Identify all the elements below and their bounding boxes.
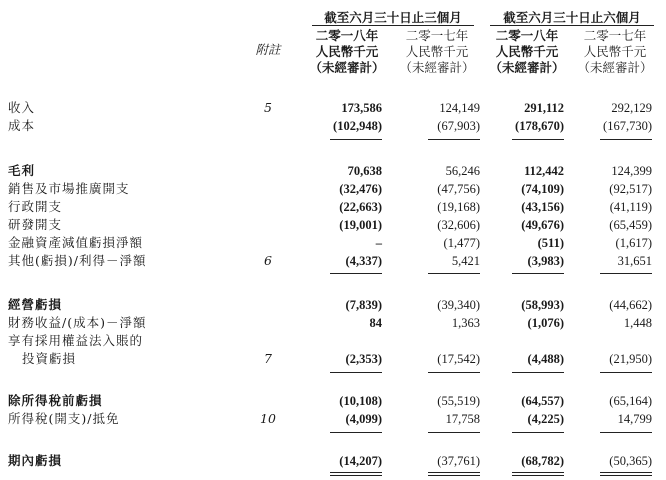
row-label: 銷售及市場推廣開支 <box>8 181 130 196</box>
table-row-investment-loss <box>0 350 666 368</box>
table-row-loss-for-period <box>0 452 666 470</box>
row-label: 研發開支 <box>8 217 63 232</box>
subtotal-line <box>600 432 652 433</box>
subtotal-line <box>428 273 480 274</box>
subtotal-line <box>428 372 480 373</box>
period-underline <box>312 25 474 26</box>
value-cell: (50,365) <box>609 454 652 468</box>
table-row-finance-income <box>0 314 666 332</box>
value-cell: 173,586 <box>341 101 382 115</box>
value-cell: (43,156) <box>521 200 564 214</box>
row-label: 成本 <box>8 118 36 133</box>
value-cell: (68,782) <box>521 454 564 468</box>
value-cell: (44,662) <box>609 298 652 312</box>
value-cell: 292,129 <box>611 101 652 115</box>
value-cell: (102,948) <box>333 119 382 133</box>
subtotal-line <box>512 273 564 274</box>
value-cell: 5,421 <box>451 254 480 268</box>
value-cell: (4,488) <box>527 352 564 366</box>
value-cell: (22,663) <box>339 200 382 214</box>
row-label: 財務收益/(成本)－淨額 <box>8 315 147 330</box>
table-row-operating-loss <box>0 296 666 314</box>
value-cell: (14,207) <box>339 454 382 468</box>
row-note: 10 <box>260 411 276 426</box>
column-header: 二零一七年 人民幣千元 （未經審計） <box>399 28 475 75</box>
row-note: 6 <box>264 253 272 268</box>
value-cell: (55,519) <box>437 394 480 408</box>
value-cell: 1,448 <box>623 316 652 330</box>
note-column-header: 附註 <box>255 42 281 57</box>
table-row-rd-expenses <box>0 216 666 234</box>
value-cell: (7,839) <box>345 298 382 312</box>
value-cell: (19,001) <box>339 218 382 232</box>
subtotal-line <box>330 273 382 274</box>
value-cell: (21,950) <box>609 352 652 366</box>
value-cell: (178,670) <box>515 119 564 133</box>
subtotal-line <box>330 139 382 140</box>
value-cell: 124,399 <box>611 164 652 178</box>
value-cell: (17,542) <box>437 352 480 366</box>
subtotal-line <box>330 372 382 373</box>
row-note: 5 <box>264 100 272 115</box>
value-cell: (49,676) <box>521 218 564 232</box>
value-cell: (3,983) <box>527 254 564 268</box>
row-label: 除所得稅前虧損 <box>8 393 103 408</box>
value-cell: (2,353) <box>345 352 382 366</box>
value-cell: (1,076) <box>527 316 564 330</box>
value-cell: 1,363 <box>451 316 480 330</box>
subtotal-line <box>512 372 564 373</box>
row-label: 收入 <box>8 100 36 115</box>
value-cell: (58,993) <box>521 298 564 312</box>
value-cell: (67,903) <box>437 119 480 133</box>
subtotal-line <box>428 432 480 433</box>
subtotal-line <box>600 139 652 140</box>
row-label: 毛利 <box>8 163 36 178</box>
table-row-impairment <box>0 234 666 252</box>
value-cell: 291,112 <box>524 101 564 115</box>
period-header-six-months: 截至六月三十日止六個月 <box>503 10 641 25</box>
value-cell: 14,799 <box>617 412 652 426</box>
value-cell: (64,557) <box>521 394 564 408</box>
column-header: 二零一七年 人民幣千元 （未經審計） <box>577 28 653 75</box>
total-double-line <box>330 472 382 476</box>
row-label: 期內虧損 <box>8 453 63 468</box>
value-cell: (511) <box>537 236 564 250</box>
table-row-gross-profit <box>0 162 666 180</box>
value-cell: (4,337) <box>345 254 382 268</box>
table-row-loss-before-tax <box>0 392 666 410</box>
value-cell: 84 <box>369 316 382 330</box>
row-note: 7 <box>264 351 272 366</box>
value-cell: 17,758 <box>445 412 480 426</box>
table-row-selling-expenses <box>0 180 666 198</box>
value-cell: (19,168) <box>437 200 480 214</box>
value-cell: (39,340) <box>437 298 480 312</box>
subtotal-line <box>512 139 564 140</box>
value-cell: (37,761) <box>437 454 480 468</box>
period-header-three-months: 截至六月三十日止三個月 <box>324 10 462 25</box>
value-cell: (1,617) <box>615 236 652 250</box>
table-row-cost <box>0 117 666 135</box>
column-header: 二零一八年 人民幣千元 （未經審計） <box>309 28 385 75</box>
value-cell: 112,442 <box>524 164 564 178</box>
column-header: 二零一八年 人民幣千元 （未經審計） <box>489 28 565 75</box>
row-label: 所得稅(開支)/抵免 <box>8 411 120 426</box>
value-cell: (65,164) <box>609 394 652 408</box>
value-cell: (1,477) <box>443 236 480 250</box>
value-cell: (4,225) <box>527 412 564 426</box>
value-cell: 70,638 <box>347 164 382 178</box>
value-cell: (4,099) <box>345 412 382 426</box>
value-cell: 56,246 <box>445 164 480 178</box>
value-cell: (47,756) <box>437 182 480 196</box>
subtotal-line <box>330 432 382 433</box>
row-label-continued: 投資虧損 <box>22 351 77 366</box>
value-cell: 124,149 <box>439 101 480 115</box>
value-cell: (167,730) <box>603 119 652 133</box>
table-row-income-tax <box>0 410 666 428</box>
value-cell: (65,459) <box>609 218 652 232</box>
subtotal-line <box>428 139 480 140</box>
row-label: 金融資產減值虧損淨額 <box>8 235 144 250</box>
value-cell: (32,606) <box>437 218 480 232</box>
table-row-admin-expenses <box>0 198 666 216</box>
period-underline <box>490 25 654 26</box>
row-label: 經營虧損 <box>8 297 63 312</box>
row-label: 享有採用權益法入賬的 <box>8 333 144 348</box>
total-double-line <box>428 472 480 476</box>
value-cell: – <box>375 236 382 250</box>
table-row-equity-method-label <box>0 332 666 350</box>
total-double-line <box>600 472 652 476</box>
value-cell: (41,119) <box>609 200 652 214</box>
total-double-line <box>512 472 564 476</box>
subtotal-line <box>512 432 564 433</box>
table-row-revenue <box>0 99 666 117</box>
value-cell: (74,109) <box>521 182 564 196</box>
value-cell: 31,651 <box>617 254 652 268</box>
value-cell: (10,108) <box>339 394 382 408</box>
value-cell: (32,476) <box>339 182 382 196</box>
subtotal-line <box>600 273 652 274</box>
row-label: 行政開支 <box>8 199 63 214</box>
table-row-other-gains <box>0 252 666 270</box>
value-cell: (92,517) <box>609 182 652 196</box>
row-label: 其他(虧損)/利得－淨額 <box>8 253 147 268</box>
subtotal-line <box>600 372 652 373</box>
